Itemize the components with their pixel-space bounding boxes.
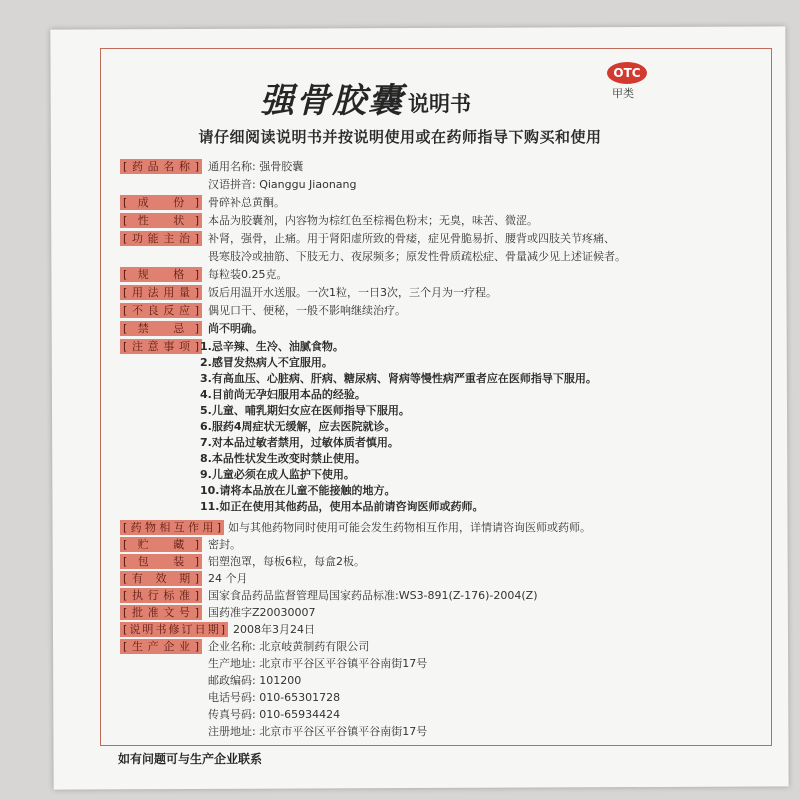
usage-text: 饭后用温开水送服。一次1粒，一日3次，三个月为一疗程。 <box>208 286 497 299</box>
generic-name: 通用名称: 强骨胶囊 <box>208 160 304 173</box>
label-drug-name: [药品名称] <box>120 159 202 174</box>
standard-text: 国家食品药品监督管理局国家药品标准:WS3-891(Z-176)-2004(Z) <box>208 589 538 602</box>
label-adverse-reactions: [不良反应] <box>120 303 202 318</box>
package-text: 铝塑泡罩，每板6粒，每盒2板。 <box>208 555 365 568</box>
otc-badge: OTC <box>607 62 647 84</box>
storage-text: 密封。 <box>208 538 241 551</box>
subtitle-instruction: 请仔细阅读说明书并按说明使用或在药师指导下购买和使用 <box>198 128 602 146</box>
label-validity: [有 效 期] <box>120 571 202 586</box>
indications-text-1: 补肾，强骨，止痛。用于肾阳虚所致的骨痿，症见骨脆易折、腰背或四肢关节疼痛、 <box>208 232 615 245</box>
precaution-item: 8.本品性状发生改变时禁止使用。 <box>200 452 366 465</box>
label-manufacturer: [生产企业] <box>120 639 202 654</box>
precaution-item: 3.有高血压、心脏病、肝病、糖尿病、肾病等慢性病严重者应在医师指导下服用。 <box>200 372 597 385</box>
label-approval: [批准文号] <box>120 605 202 620</box>
footer-contact-note: 如有问题可与生产企业联系 <box>118 752 263 766</box>
label-indications: [功能主治] <box>120 231 202 246</box>
label-specification: [规 格] <box>120 267 202 282</box>
precaution-item: 1.忌辛辣、生冷、油腻食物。 <box>200 340 344 353</box>
label-properties: [性 状] <box>120 213 202 228</box>
precaution-item: 11.如正在使用其他药品，使用本品前请咨询医师或药师。 <box>200 500 484 513</box>
precaution-item: 2.感冒发热病人不宜服用。 <box>200 356 333 369</box>
label-interaction: [药物相互作用] <box>120 520 224 535</box>
precaution-item: 5.儿童、哺乳期妇女应在医师指导下服用。 <box>200 404 410 417</box>
document-title <box>260 74 560 122</box>
company-reg-address: 注册地址: 北京市平谷区平谷镇平谷南街17号 <box>208 725 428 738</box>
properties-text: 本品为胶囊剂，内容物为棕红色至棕褐色粉末；无臭，味苦、微涩。 <box>208 214 538 227</box>
precaution-item: 7.对本品过敏者禁用，过敏体质者慎用。 <box>200 436 399 449</box>
indications-text-2: 畏寒肢冷或抽筋、下肢无力、夜尿频多；原发性骨质疏松症、骨量减少见上述证候者。 <box>208 250 626 263</box>
precaution-item: 4.目前尚无孕妇服用本品的经验。 <box>200 388 366 401</box>
precaution-item: 9.儿童必须在成人监护下使用。 <box>200 468 355 481</box>
label-precautions: [注意事项] <box>120 339 202 354</box>
label-standard: [执行标准] <box>120 588 202 603</box>
approval-text: 国药准字Z20030007 <box>208 606 316 619</box>
contra-text: 尚不明确。 <box>208 322 263 335</box>
label-contraindications: [禁 忌] <box>120 321 202 336</box>
interaction-text: 如与其他药物同时使用可能会发生药物相互作用，详情请咨询医师或药师。 <box>228 521 591 534</box>
title-drug-name: 强骨胶囊 <box>260 81 404 121</box>
company-postcode: 邮政编码: 101200 <box>208 674 302 687</box>
label-storage: [贮 藏] <box>120 537 202 552</box>
company-fax: 传真号码: 010-65934424 <box>208 708 341 721</box>
otc-class-label: 甲类 <box>612 87 634 100</box>
company-name: 企业名称: 北京岐黄制药有限公司 <box>208 640 370 653</box>
title-instructions: 说明书 <box>408 92 471 116</box>
precaution-item: 10.请将本品放在儿童不能接触的地方。 <box>200 484 396 497</box>
revision-text: 2008年3月24日 <box>233 623 315 636</box>
precaution-item: 6.服药4周症状无缓解，应去医院就诊。 <box>200 420 396 433</box>
company-address: 生产地址: 北京市平谷区平谷镇平谷南街17号 <box>208 657 428 670</box>
label-package: [包 装] <box>120 554 202 569</box>
company-phone: 电话号码: 010-65301728 <box>208 691 341 704</box>
pinyin-name: 汉语拼音: Qianggu Jiaonang <box>208 178 357 191</box>
adverse-text: 偶见口干、便秘，一般不影响继续治疗。 <box>208 304 406 317</box>
label-ingredients: [成 份] <box>120 195 202 210</box>
specification-text: 每粒装0.25克。 <box>208 268 288 281</box>
ingredients-text: 骨碎补总黄酮。 <box>208 196 285 209</box>
label-usage: [用法用量] <box>120 285 202 300</box>
label-revision-date: [说明书修订日期] <box>120 622 228 637</box>
validity-text: 24 个月 <box>208 572 248 585</box>
